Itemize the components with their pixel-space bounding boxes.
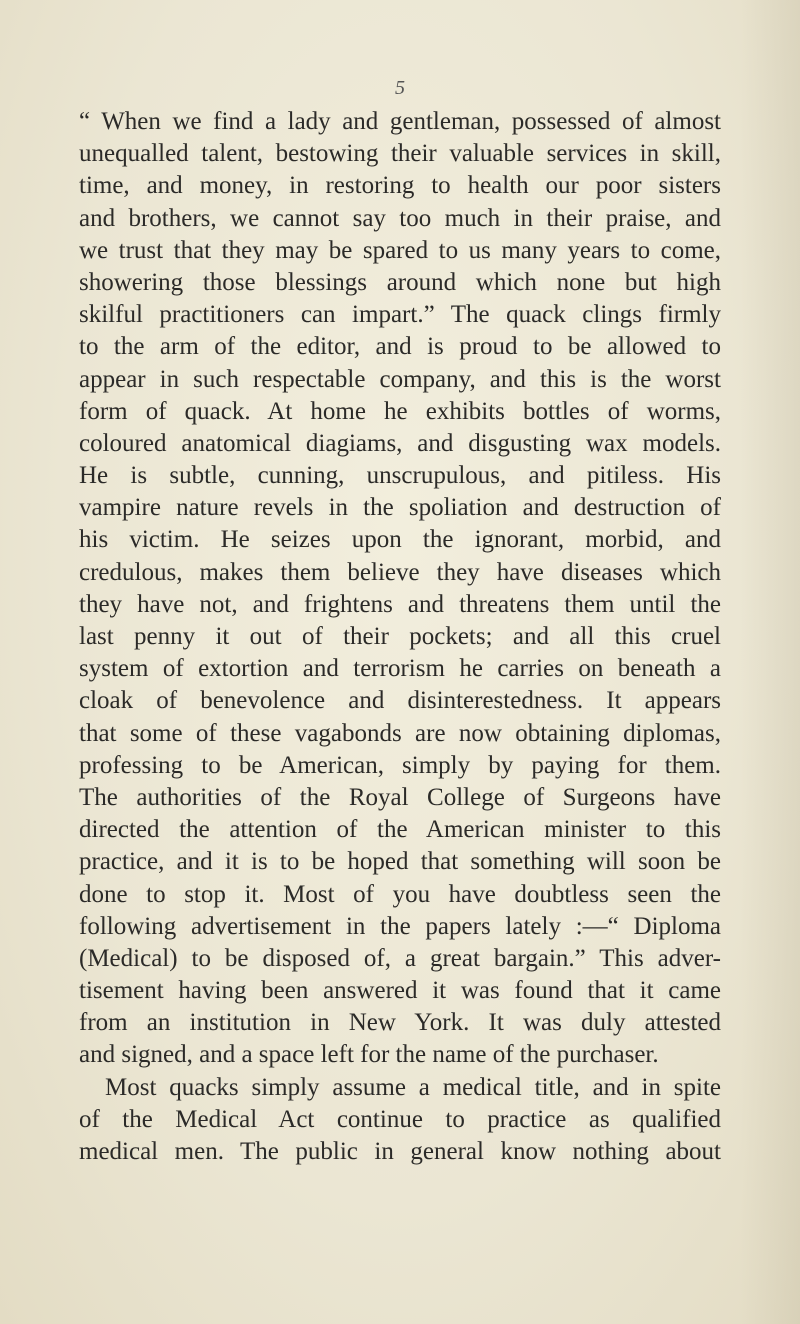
text-line: and brothers, we cannot say too much in their praise, and: [79, 204, 721, 232]
text-line: from an institution in New York. It was duly attested: [79, 1009, 721, 1037]
text-line: coloured anatomical diagiams, and disgusting wax models.: [79, 429, 721, 457]
text-line: He is subtle, cunning, unscrupulous, and pitiless. His: [79, 462, 721, 490]
text-line: that some of these vagabonds are now obtaining diplomas,: [79, 719, 721, 747]
text-line: done to stop it. Most of you have doubtless seen the: [79, 880, 721, 908]
text-line: his victim. He seizes upon the ignorant, morbid, and: [79, 526, 721, 554]
text-line: credulous, makes them believe they have diseases which: [79, 558, 721, 586]
page-number: 5: [395, 77, 405, 99]
text-line: showering those blessings around which none but high: [79, 268, 721, 296]
text-line: and signed, and a space left for the name of the purchaser.: [79, 1041, 659, 1069]
text-line: Most quacks simply assume a medical title, and in spite: [105, 1073, 721, 1101]
text-line: last penny it out of their pockets; and all this cruel: [79, 623, 721, 650]
text-line: unequalled talent, bestowing their valuable services in skill,: [79, 140, 721, 168]
text-line: we trust that they may be spared to us many years to come,: [79, 236, 721, 264]
text-line: to the arm of the editor, and is proud to be allowed to: [79, 333, 721, 361]
text-line: following advertisement in the papers lately :—“ Diploma: [79, 912, 721, 940]
body-text: [79, 106, 721, 1168]
text-line: appear in such respectable company, and this is the worst: [79, 365, 721, 393]
text-line: they have not, and frightens and threatens them until the: [79, 590, 721, 618]
text-line: vampire nature revels in the spoliation and destruction of: [79, 494, 721, 522]
text-line: form of quack. At home he exhibits bottles of worms,: [79, 397, 721, 425]
text-line: tisement having been answered it was found that it came: [79, 977, 721, 1005]
text-line: professing to be American, simply by paying for them.: [79, 751, 721, 779]
text-line: practice, and it is to be hoped that something will soon be: [79, 848, 721, 876]
text-line: skilful practitioners can impart.” The quack clings firmly: [79, 301, 721, 329]
text-line: system of extortion and terrorism he carries on beneath a: [79, 655, 721, 683]
text-line: directed the attention of the American minister to this: [79, 816, 721, 844]
text-line: of the Medical Act continue to practice as qualified: [79, 1105, 721, 1133]
page-edge-shadow: [740, 0, 800, 1324]
text-line: medical men. The public in general know nothing about: [79, 1138, 721, 1165]
text-line: “ When we find a lady and gentleman, possessed of almost: [79, 108, 721, 135]
text-line: cloak of benevolence and disinterestedness. It appears: [79, 687, 721, 715]
text-line: (Medical) to be disposed of, a great bargain.” This adver-: [79, 944, 721, 972]
text-line: The authorities of the Royal College of Surgeons have: [79, 783, 721, 811]
text-line: time, and money, in restoring to health our poor sisters: [79, 172, 721, 200]
